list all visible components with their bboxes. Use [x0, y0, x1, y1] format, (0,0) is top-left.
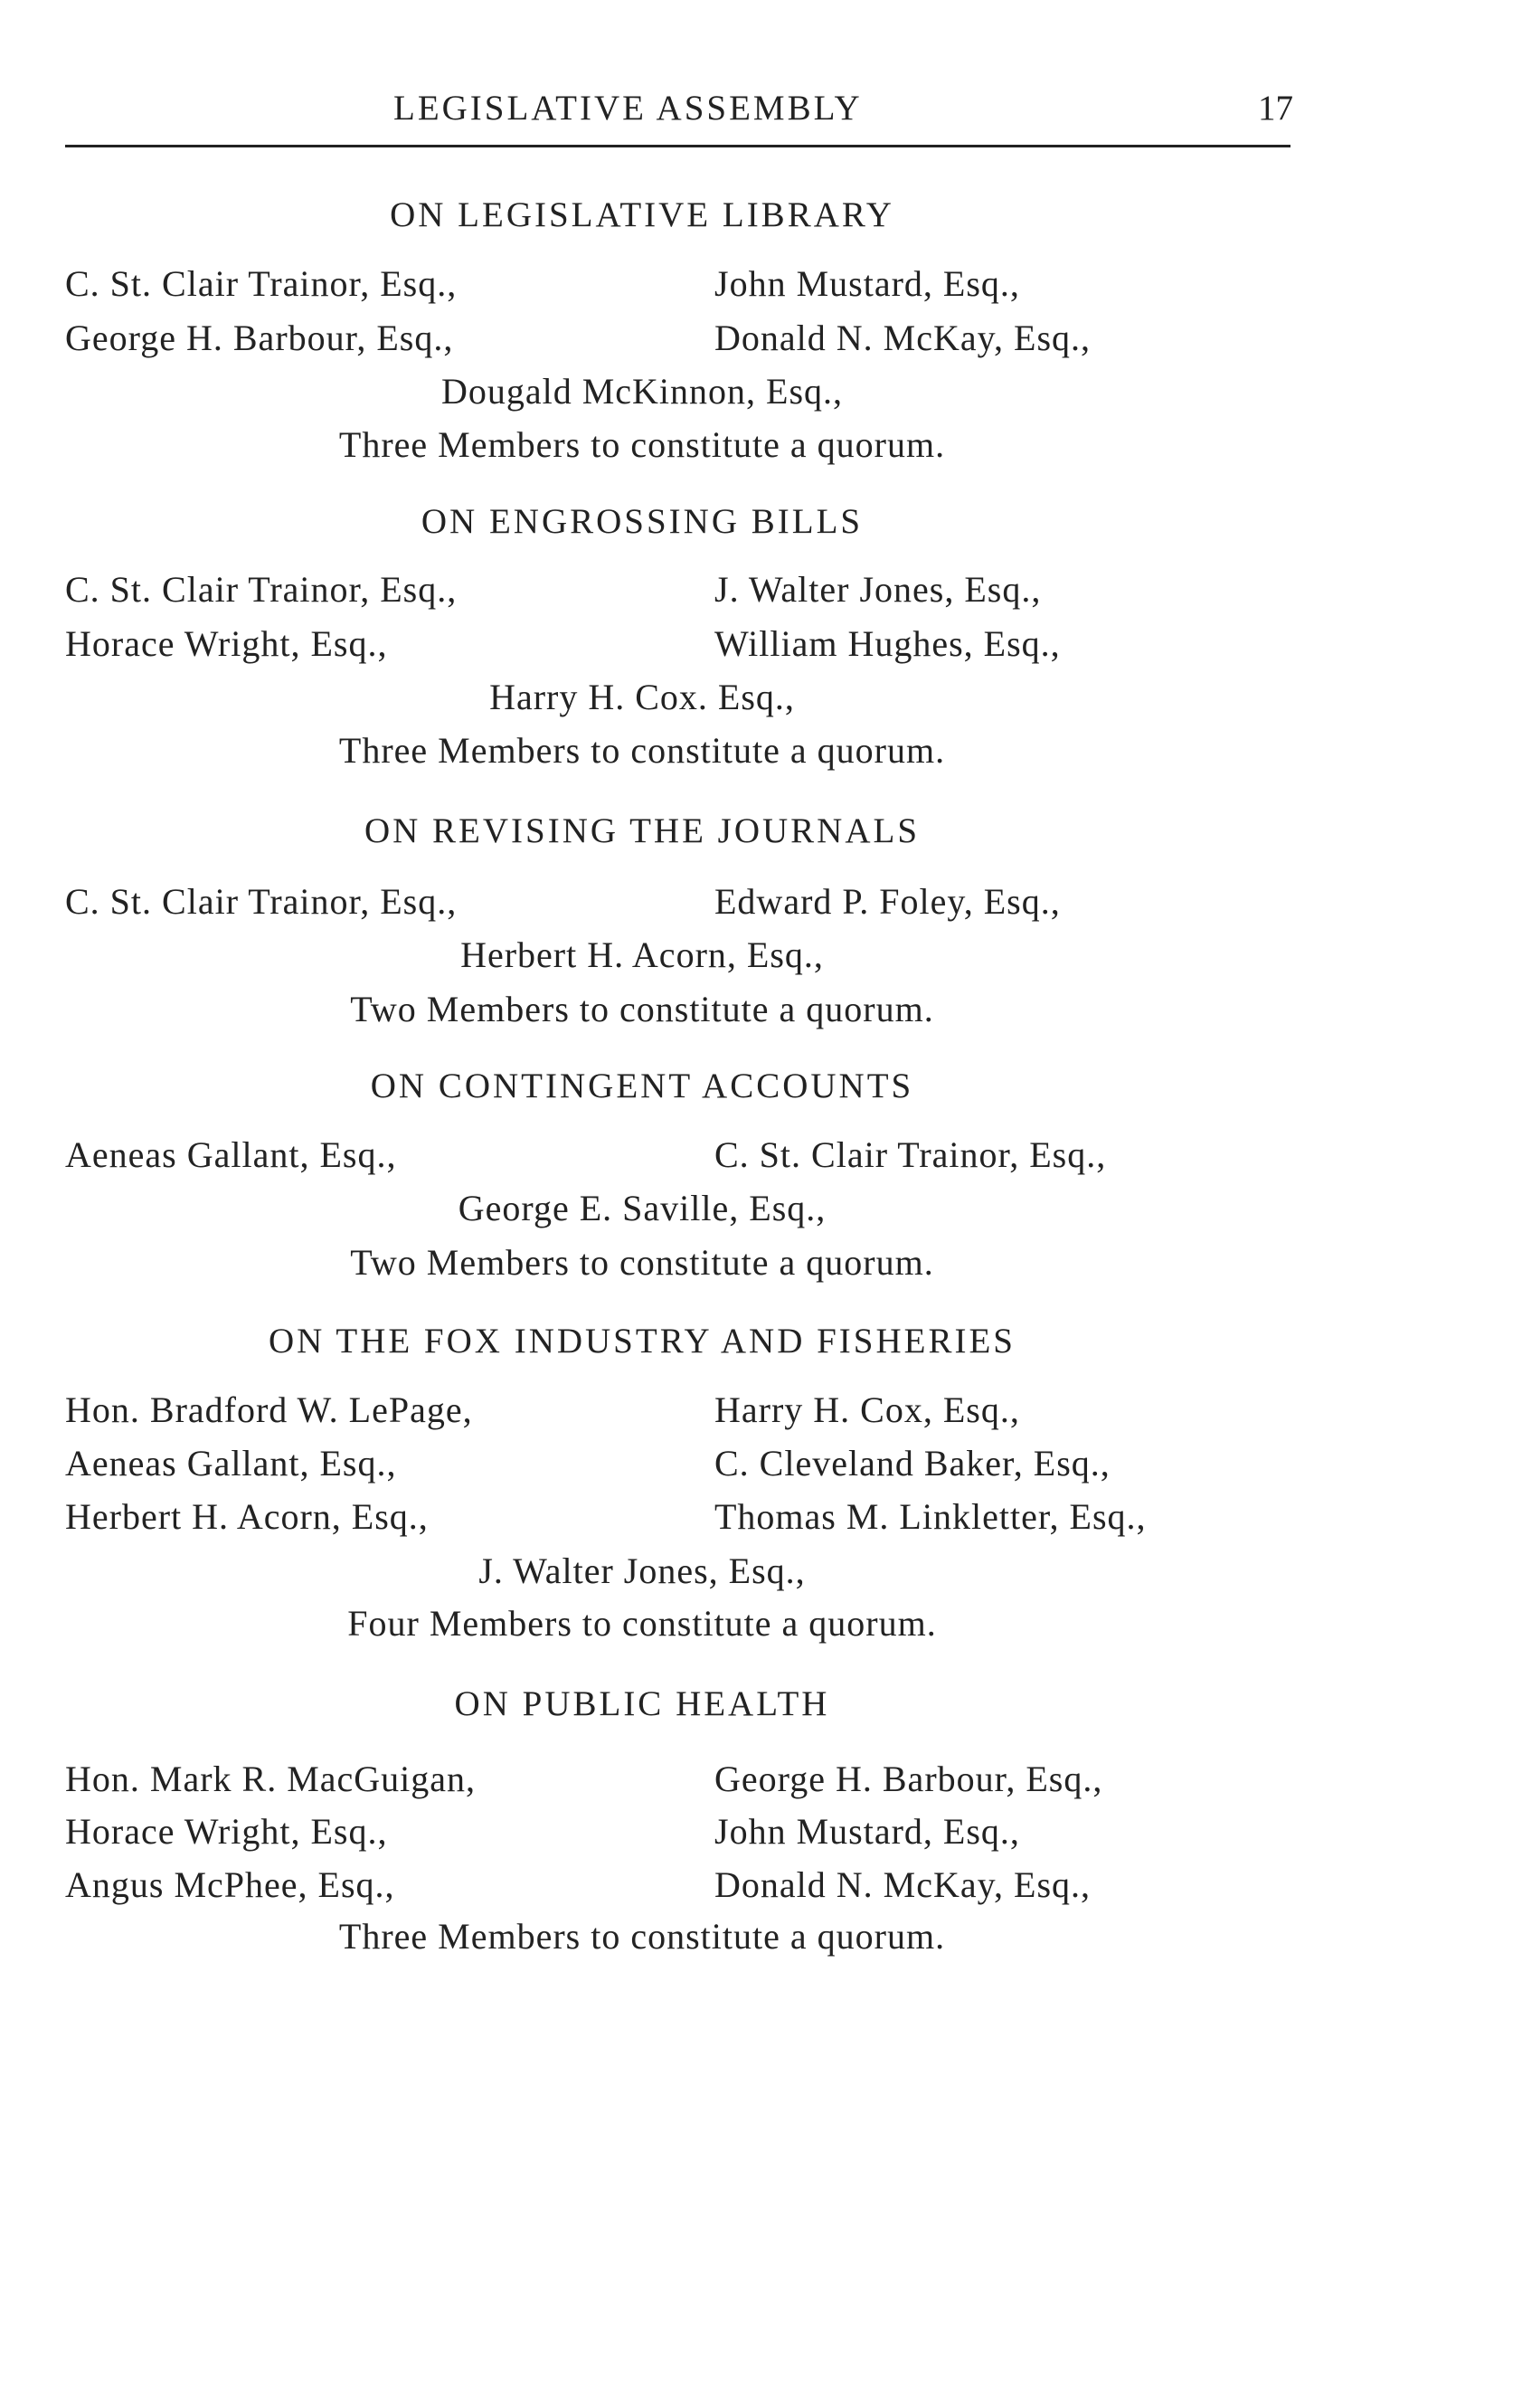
committee-heading: ON ENGROSSING BILLS	[421, 502, 864, 541]
member-row	[0, 1129, 1522, 1181]
member-name: John Mustard, Esq.,	[714, 1811, 1020, 1852]
committee-heading: ON CONTINGENT ACCOUNTS	[370, 1067, 914, 1105]
member-name: C. St. Clair Trainor, Esq.,	[65, 881, 458, 922]
member-row	[0, 1859, 1522, 1911]
member-row	[0, 618, 1522, 670]
member-name: Angus McPhee, Esq.,	[65, 1864, 395, 1905]
quorum-note: Two Members to constitute a quorum.	[350, 1242, 934, 1283]
committee-heading: ON LEGISLATIVE LIBRARY	[390, 195, 894, 234]
member-name: Herbert H. Acorn, Esq.,	[65, 1496, 429, 1537]
member-row	[0, 1384, 1522, 1436]
member-name: Aeneas Gallant, Esq.,	[65, 1443, 397, 1484]
member-name: George H. Barbour, Esq.,	[714, 1759, 1103, 1799]
member-name: C. St. Clair Trainor, Esq.,	[65, 569, 458, 610]
committee-heading: ON REVISING THE JOURNALS	[364, 811, 921, 850]
centered-member: J. Walter Jones, Esq.,	[478, 1550, 806, 1591]
quorum-note: Three Members to constitute a quorum.	[338, 730, 946, 771]
running-title: LEGISLATIVE ASSEMBLY	[393, 89, 863, 128]
quorum-note: Three Members to constitute a quorum.	[338, 1916, 946, 1957]
member-name: George H. Barbour, Esq.,	[65, 318, 454, 358]
member-name: Harry H. Cox, Esq.,	[714, 1389, 1020, 1430]
member-row	[0, 564, 1522, 616]
member-row	[0, 312, 1522, 365]
member-row	[0, 1806, 1522, 1858]
committee-heading: ON PUBLIC HEALTH	[454, 1684, 830, 1723]
quorum-note: Two Members to constitute a quorum.	[350, 989, 934, 1029]
member-name: C. St. Clair Trainor, Esq.,	[714, 1134, 1107, 1175]
member-name: J. Walter Jones, Esq.,	[714, 569, 1042, 610]
member-name: C. Cleveland Baker, Esq.,	[714, 1443, 1111, 1484]
member-row	[0, 258, 1522, 310]
header-rule	[65, 145, 1290, 147]
member-row	[0, 1437, 1522, 1490]
member-row	[0, 1491, 1522, 1543]
member-name: William Hughes, Esq.,	[714, 623, 1061, 664]
member-name: Hon. Mark R. MacGuigan,	[65, 1759, 477, 1799]
member-name: Hon. Bradford W. LePage,	[65, 1389, 473, 1430]
page-number: 17	[1258, 89, 1293, 128]
member-name: Horace Wright, Esq.,	[65, 623, 388, 664]
quorum-note: Three Members to constitute a quorum.	[338, 424, 946, 465]
member-row	[0, 876, 1522, 928]
centered-member: Dougald McKinnon, Esq.,	[440, 371, 844, 412]
centered-member: Harry H. Cox. Esq.,	[489, 677, 795, 717]
member-name: Donald N. McKay, Esq.,	[714, 1864, 1092, 1905]
centered-member: Herbert H. Acorn, Esq.,	[460, 934, 824, 975]
quorum-note: Four Members to constitute a quorum.	[347, 1603, 937, 1644]
committee-heading: ON THE FOX INDUSTRY AND FISHERIES	[269, 1322, 1016, 1360]
member-name: Edward P. Foley, Esq.,	[714, 881, 1061, 922]
member-name: Thomas M. Linkletter, Esq.,	[714, 1496, 1147, 1537]
member-name: C. St. Clair Trainor, Esq.,	[65, 263, 458, 304]
running-head	[63, 83, 1293, 134]
member-name: Horace Wright, Esq.,	[65, 1811, 388, 1852]
member-name: John Mustard, Esq.,	[714, 263, 1020, 304]
member-row	[0, 1753, 1522, 1806]
centered-member: George E. Saville, Esq.,	[458, 1188, 827, 1228]
member-name: Donald N. McKay, Esq.,	[714, 318, 1092, 358]
member-name: Aeneas Gallant, Esq.,	[65, 1134, 397, 1175]
